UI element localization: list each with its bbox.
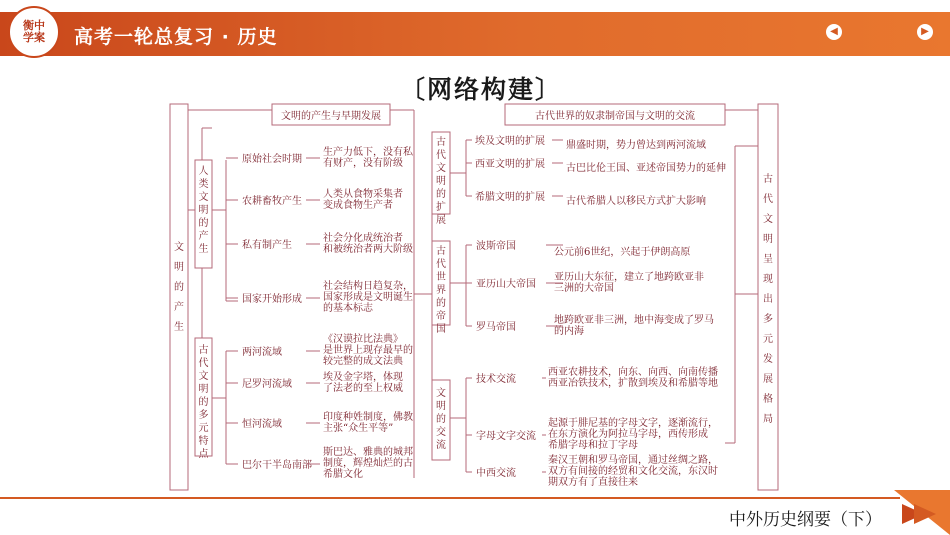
desc-left-1-0: 有财产，没有阶级	[323, 158, 403, 169]
node-left-2-2: 恒河流域	[242, 419, 282, 430]
desc-left-1-3: 社会结构日趋复杂，	[323, 281, 413, 292]
desc-left-2-2: 印度种姓制度，佛教	[323, 412, 413, 423]
desc-right-3-2: 双方有间接的经贸和文化交流，东汉时	[548, 466, 718, 477]
desc-left-2-3: 制度，辉煌灿烂的古	[323, 458, 413, 469]
node-right-3-1: 字母文字交流	[476, 431, 536, 442]
node-left-1-0: 原始社会时期	[242, 154, 302, 165]
node-right-3-2: 中西交流	[476, 468, 516, 479]
arrow-right-icon[interactable]: ▶	[917, 24, 933, 40]
desc-left-1-1: 人类从食物采集者	[323, 189, 403, 200]
node-left-2-0: 两河流域	[242, 347, 282, 358]
desc-right-3-2: 期双方有了直接往来	[548, 477, 638, 488]
desc-left-1-1: 变成食物生产者	[323, 200, 393, 211]
root-label-left: 文明的产生	[174, 242, 184, 333]
desc-left-2-0: 《汉谟拉比法典》	[323, 334, 403, 345]
desc-left-1-3: 的基本标志	[323, 303, 373, 314]
node-left-1-1: 农耕畜牧产生	[242, 196, 302, 207]
node-left-1-2: 私有制产生	[242, 240, 292, 251]
root-label-right: 古代文明呈现出多元发展格局	[763, 174, 773, 425]
desc-right-3-2: 秦汉王朝和罗马帝国，通过丝绸之路，	[548, 455, 718, 466]
group-label-left-1: 人类文明的产生	[198, 166, 209, 255]
logo	[8, 6, 60, 58]
footer-book-label: 中外历史纲要（下）	[729, 510, 882, 530]
desc-right-1-0: 鼎盛时期，势力曾达到两河流域	[566, 140, 706, 151]
node-right-1-0: 埃及文明的扩展	[475, 136, 545, 147]
logo-text: 衡中学案	[23, 19, 45, 44]
desc-right-2-2: 地跨欧亚非三洲，地中海变成了罗马	[554, 315, 714, 326]
desc-right-3-0: 西亚农耕技术，向东、向西、向南传播	[548, 367, 718, 378]
group-label-right-2: 古代世界的帝国	[436, 246, 446, 335]
node-left-2-3: 巴尔干半岛南部	[242, 460, 312, 471]
title-label-right: 古代世界的奴隶制帝国与文明的交流	[535, 111, 695, 122]
page-title: 〔网络构建〕	[400, 75, 563, 104]
desc-left-1-2: 和被统治者两大阶级	[323, 244, 413, 255]
node-right-2-1: 亚历山大帝国	[476, 279, 536, 290]
node-right-2-2: 罗马帝国	[476, 322, 516, 333]
desc-right-2-1: 三洲的大帝国	[554, 283, 614, 294]
group-label-right-1: 古代文明的扩展	[436, 137, 446, 226]
node-right-3-0: 技术交流	[476, 374, 516, 385]
arrow-left-icon[interactable]: ◀	[826, 24, 842, 40]
desc-left-2-1: 埃及金字塔，体现	[323, 372, 403, 383]
group-label-right-3: 文明的交流	[436, 388, 446, 451]
desc-right-2-0: 公元前6世纪，兴起于伊朗高原	[554, 247, 691, 258]
desc-left-1-3: 国家形成是文明诞生	[323, 292, 413, 303]
desc-left-1-2: 社会分化成统治者	[323, 233, 403, 244]
desc-left-2-1: 了法老的至上权威	[323, 383, 403, 394]
node-right-2-0: 波斯帝国	[476, 241, 516, 252]
concept-map	[150, 98, 800, 492]
desc-right-2-1: 亚历山大东征，建立了地跨欧亚非	[554, 272, 704, 283]
header-title: 高考一轮总复习 · 历史	[74, 26, 278, 48]
desc-left-2-3: 希腊文化	[323, 469, 363, 480]
node-left-2-1: 尼罗河流域	[242, 379, 292, 390]
desc-left-2-3: 斯巴达、雅典的城邦	[323, 447, 413, 458]
desc-right-1-2: 古代希腊人以移民方式扩大影响	[566, 196, 706, 207]
desc-right-1-1: 古巴比伦王国、亚述帝国势力的延伸	[566, 163, 726, 174]
footer-divider	[0, 497, 900, 499]
header-bar	[0, 0, 950, 66]
group-label-left-2: 古代文明的多元特点	[198, 345, 209, 460]
node-right-1-1: 西亚文明的扩展	[475, 159, 545, 170]
corner-arrow-icon	[894, 490, 950, 535]
desc-right-3-1: 在东方演化为阿拉马字母，西传形成	[548, 429, 708, 440]
title-label-left: 文明的产生与早期发展	[281, 111, 381, 122]
desc-left-2-0: 较完整的成文法典	[323, 356, 403, 367]
desc-right-2-2: 的内海	[554, 326, 584, 337]
desc-right-3-0: 西亚冶铁技术，扩散到埃及和希腊等地	[548, 378, 718, 389]
desc-left-2-0: 是世界上现存最早的	[323, 345, 413, 356]
desc-right-3-1: 起源于腓尼基的字母文字，逐渐流行，	[548, 418, 718, 429]
node-left-1-3: 国家开始形成	[242, 294, 302, 305]
root-box-left	[170, 104, 188, 490]
node-right-1-2: 希腊文明的扩展	[475, 192, 545, 203]
desc-right-3-1: 希腊字母和拉丁字母	[548, 440, 638, 451]
desc-left-1-0: 生产力低下，没有私	[323, 147, 413, 158]
desc-left-2-2: 主张“众生平等”	[323, 423, 394, 434]
